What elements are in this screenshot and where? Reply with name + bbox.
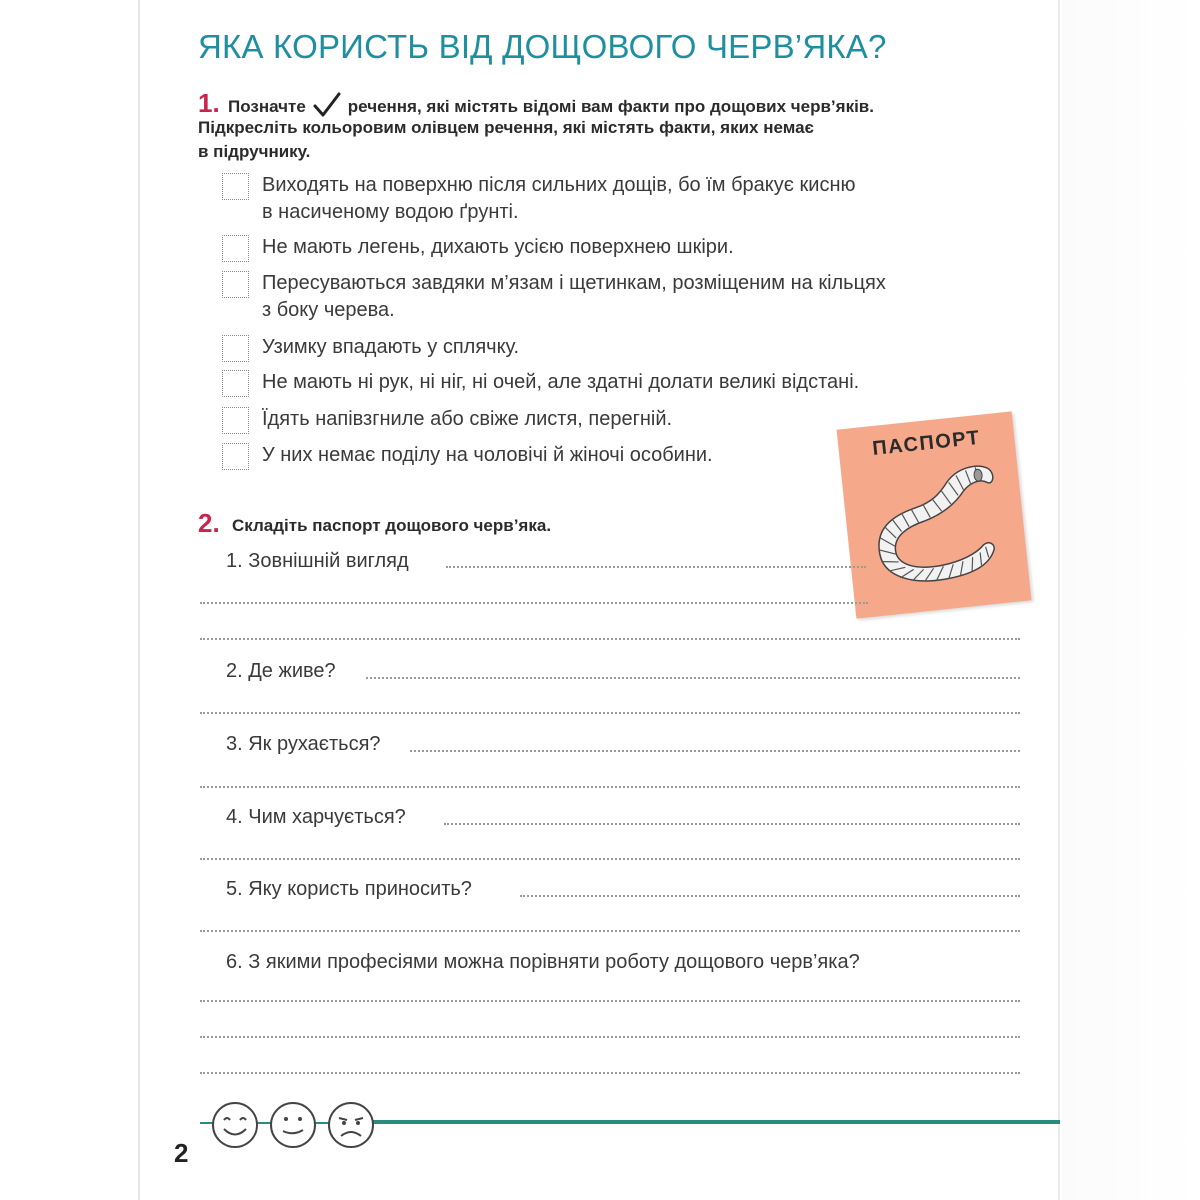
question-6: 6. З якими професіями можна порівняти роботу дощового черв’яка? — [226, 951, 860, 973]
task-2-instruction: Складіть паспорт дощового черв’яка. — [232, 516, 552, 535]
page-edge-left — [138, 0, 140, 1200]
fact-item-5 — [222, 369, 1022, 396]
fact-text-5: Не мають ні рук, ні ніг, ні очей, але здатні долати великі відстані. — [262, 371, 860, 393]
fact-item-1 — [222, 172, 1022, 226]
fact-item-4 — [222, 334, 1022, 361]
page-number: 2 — [174, 1138, 189, 1168]
answer-line-5a[interactable] — [520, 895, 1020, 897]
passport-title: ПАСПОРТ — [871, 426, 982, 461]
page-title: ЯКА КОРИСТЬ ВІД ДОЩОВОГО ЧЕРВ’ЯКА? — [198, 28, 887, 65]
answer-line-1c[interactable] — [200, 638, 1020, 640]
fact-checkbox-5[interactable] — [222, 370, 249, 397]
task-1-instruction — [228, 92, 1018, 119]
smile-icon[interactable] — [210, 1100, 260, 1150]
fact-text-1a: Виходять на поверхню після сильних дощів, бо їм бракує кисню — [262, 174, 856, 196]
answer-line-6c[interactable] — [200, 1072, 1020, 1074]
fact-item-2 — [222, 234, 1022, 261]
question-1: 1. Зовнішній вигляд — [226, 550, 409, 572]
task-1-line-3: в підручнику. — [198, 142, 311, 161]
task-2-number: 2. — [198, 508, 220, 538]
next-page-bleed — [1062, 0, 1200, 1200]
task-1-number: 1. — [198, 88, 220, 118]
fact-text-3a: Пересуваються завдяки м’язам і щетинкам, розміщеним на кільцях — [262, 272, 886, 294]
answer-line-2b[interactable] — [200, 712, 1020, 714]
footer-rule — [370, 1120, 1060, 1124]
fact-text-1b: в насиченому водою ґрунті. — [262, 201, 519, 223]
answer-line-4a[interactable] — [444, 823, 1020, 825]
fact-checkbox-6[interactable] — [222, 407, 249, 434]
checkmark-icon — [312, 92, 342, 118]
answer-line-3a[interactable] — [410, 750, 1020, 752]
answer-line-3b[interactable] — [200, 786, 1020, 788]
question-3: 3. Як рухається? — [226, 733, 381, 755]
answer-line-6b[interactable] — [200, 1036, 1020, 1038]
task-1-line-2: Підкресліть кольоровим олівцем речення, які містять факти, яких немає — [198, 118, 814, 137]
sad-face-icon[interactable] — [326, 1100, 376, 1150]
fact-text-6: Їдять напівзгниле або свіже листя, перегній. — [262, 408, 673, 430]
question-5: 5. Яку користь приносить? — [226, 878, 472, 900]
passport-card — [837, 411, 1032, 618]
fact-text-4: Узимку впадають у сплячку. — [262, 336, 520, 358]
question-4: 4. Чим харчується? — [226, 806, 406, 828]
fact-checkbox-7[interactable] — [222, 443, 249, 470]
earthworm-icon — [859, 455, 1012, 599]
answer-line-1a[interactable] — [446, 566, 866, 568]
answer-line-4b[interactable] — [200, 858, 1020, 860]
page-edge-right — [1058, 0, 1060, 1200]
question-2: 2. Де живе? — [226, 660, 336, 682]
fact-text-3b: з боку черева. — [262, 299, 395, 321]
fact-text-7: У них немає поділу на чоловічі й жіночі особини. — [262, 444, 713, 466]
fact-checkbox-1[interactable] — [222, 173, 249, 200]
fact-text-2: Не мають легень, дихають усією поверхнею шкіри. — [262, 236, 734, 258]
task-1-before-check: Позначте — [228, 97, 306, 116]
fact-checkbox-3[interactable] — [222, 271, 249, 298]
answer-line-5b[interactable] — [200, 930, 1020, 932]
answer-line-2a[interactable] — [366, 677, 1020, 679]
fact-checkbox-4[interactable] — [222, 335, 249, 362]
neutral-face-icon[interactable] — [268, 1100, 318, 1150]
task-1-after-check: речення, які містять відомі вам факти про дощових черв’яків. — [347, 97, 874, 116]
answer-line-6a[interactable] — [200, 1000, 1020, 1002]
fact-item-3 — [222, 270, 1022, 324]
answer-line-1b[interactable] — [200, 602, 868, 604]
fact-checkbox-2[interactable] — [222, 235, 249, 262]
